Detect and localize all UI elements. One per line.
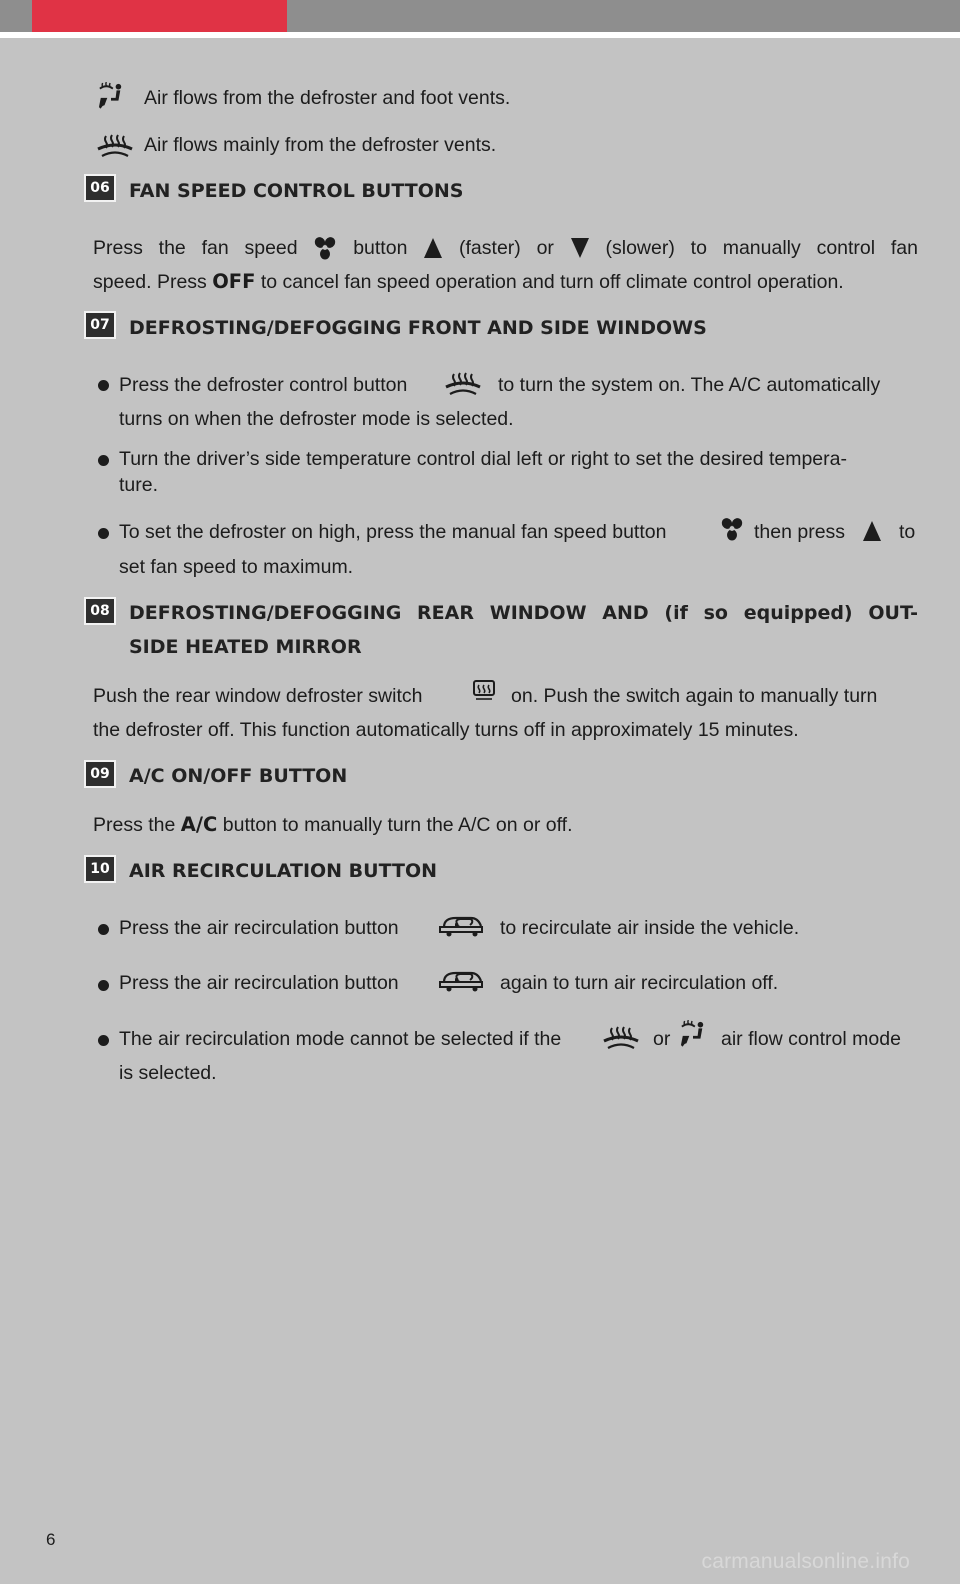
section-badge-10: 10 xyxy=(84,855,116,883)
front-b3-text-b: then press xyxy=(754,521,846,543)
up-arrow-icon xyxy=(862,520,882,542)
airflow-defrost-only-text: Air flows mainly from the defroster vents. xyxy=(144,134,497,156)
defrost-foot-icon xyxy=(680,1020,706,1048)
front-b3-text-a: To set the defroster on high, press the manual fan speed button xyxy=(119,521,667,543)
recirc-b3-or: or xyxy=(653,1028,671,1050)
fan-icon xyxy=(720,517,744,541)
front-b3-line-2: set fan speed to maximum. xyxy=(119,556,354,578)
front-b2-line-2: ture. xyxy=(119,474,159,496)
bullet xyxy=(98,455,109,466)
bullet xyxy=(98,980,109,991)
fan-speed-line-2: speed. Press OFF to cancel fan speed operation and turn off climate control operation. xyxy=(93,270,844,293)
section-badge-08: 08 xyxy=(84,597,116,625)
section-title-ac: A/C ON/OFF BUTTON xyxy=(129,765,348,787)
down-arrow-icon xyxy=(570,237,590,259)
section-title-recirculation: AIR RECIRCULATION BUTTON xyxy=(129,860,437,882)
section-badge-09: 09 xyxy=(84,760,116,788)
section-badge-07: 07 xyxy=(84,311,116,339)
bullet xyxy=(98,528,109,539)
recirc-b3-text-a: The air recirculation mode cannot be selected if the xyxy=(119,1028,562,1050)
header-accent-bar xyxy=(32,0,287,32)
recirc-b2-text-a: Press the air recirculation button xyxy=(119,972,399,994)
recirc-b1-text-b: to recirculate air inside the vehicle. xyxy=(500,917,800,939)
ac-key-label: A/C xyxy=(180,813,218,836)
recirculation-icon xyxy=(438,913,486,937)
section-title-front-defrost: DEFROSTING/DEFOGGING FRONT AND SIDE WINDOWS xyxy=(129,317,707,339)
front-b1-line-2: turns on when the defroster mode is selected. xyxy=(119,408,514,430)
recirculation-icon xyxy=(438,968,486,992)
rear-line-1-b: on. Push the switch again to manually turn xyxy=(511,685,878,707)
section-title-fan-speed: FAN SPEED CONTROL BUTTONS xyxy=(129,180,464,202)
bullet xyxy=(98,380,109,391)
watermark: carmanualsonline.info xyxy=(701,1550,910,1573)
page-number: 6 xyxy=(46,1530,56,1549)
rear-line-1-a: Push the rear window defroster switch xyxy=(93,685,423,707)
section-badge-06: 06 xyxy=(84,174,116,202)
recirc-b3-text-b: air flow control mode xyxy=(721,1028,901,1050)
defrost-foot-icon xyxy=(98,82,124,110)
front-b3-text-c: to xyxy=(899,521,916,543)
rear-line-2: the defroster off. This function automatically turns off in approximately 15 minutes. xyxy=(93,719,799,741)
section-title-rear-defrost-line-2: SIDE HEATED MIRROR xyxy=(129,636,362,658)
section-title-rear-defrost-line-1: DEFROSTING/DEFOGGING REAR WINDOW AND (if so equipped) OUT- xyxy=(129,602,918,624)
ac-description: Press the A/C button to manually turn the A/C on or off. xyxy=(93,813,573,836)
fan-icon xyxy=(313,236,337,260)
header-bar xyxy=(0,0,960,32)
airflow-defrost-foot-text: Air flows from the defroster and foot vents. xyxy=(144,87,511,109)
recirc-b1-text-a: Press the air recirculation button xyxy=(119,917,399,939)
defrost-icon xyxy=(96,132,134,158)
front-b1-text-a: Press the defroster control button xyxy=(119,374,408,396)
off-key-label: OFF xyxy=(212,270,256,293)
bullet xyxy=(98,924,109,935)
recirc-b2-text-b: again to turn air recirculation off. xyxy=(500,972,779,994)
front-b1-text-b: to turn the system on. The A/C automatically xyxy=(498,374,881,396)
defrost-icon xyxy=(444,370,482,396)
up-arrow-icon xyxy=(423,237,443,259)
bullet xyxy=(98,1035,109,1046)
defrost-icon xyxy=(602,1024,640,1050)
rear-defrost-icon xyxy=(472,679,496,701)
fan-speed-line-1: Press the fan speed button (faster) or (slower) to manually control fan xyxy=(93,237,918,259)
header-divider xyxy=(0,32,960,38)
front-b2-line-1: Turn the driver’s side temperature control dial left or right to set the desired tempera- xyxy=(119,448,847,470)
recirc-b3-line-2: is selected. xyxy=(119,1062,217,1084)
